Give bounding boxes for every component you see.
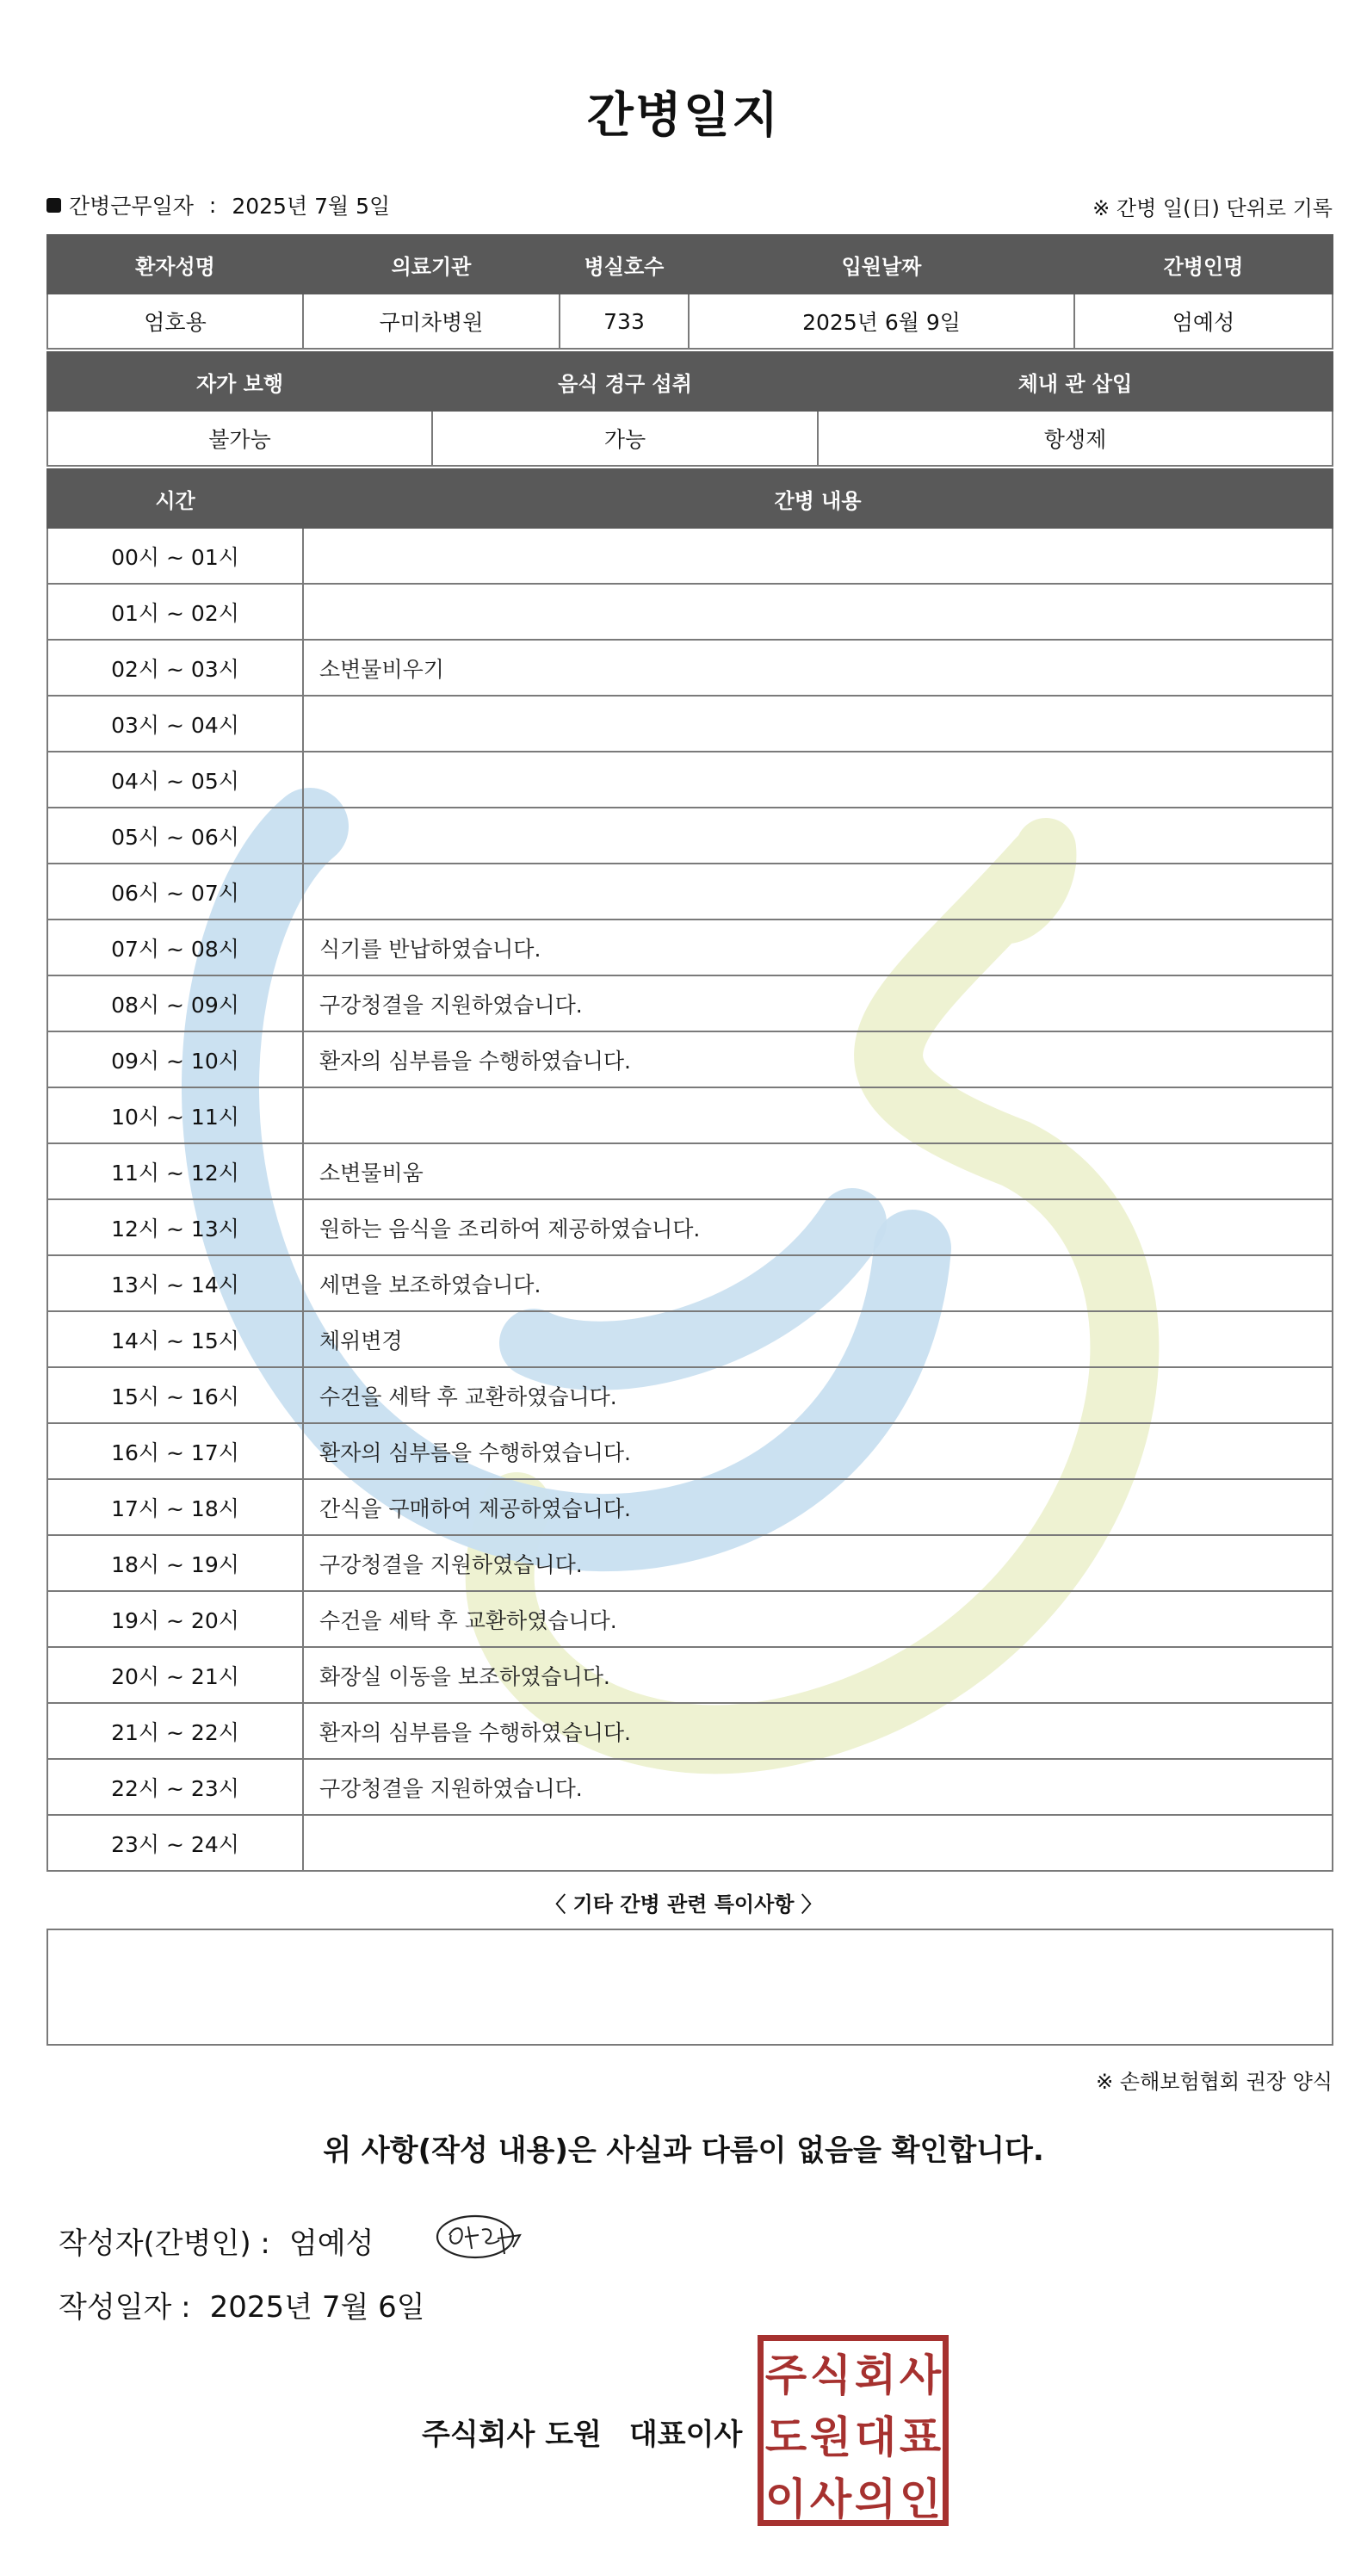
log-time-cell: 20시 ~ 21시 [47, 1647, 303, 1703]
log-content-cell: 세면을 보조하였습니다. [303, 1255, 1333, 1311]
log-row [47, 1367, 1333, 1423]
hospital-value: 구미차병원 [303, 294, 560, 349]
log-time-cell: 00시 ~ 01시 [47, 528, 303, 584]
log-row [47, 1759, 1333, 1815]
seal-character: 인 [899, 2474, 942, 2524]
log-row [47, 1479, 1333, 1535]
patient-info-table [46, 234, 1333, 350]
company-seal-stamp [758, 2335, 949, 2526]
log-row [47, 1087, 1333, 1143]
seal-character: 도 [764, 2412, 807, 2462]
log-content-cell [303, 696, 1333, 752]
write-date-row [59, 2283, 425, 2325]
log-time-cell: 08시 ~ 09시 [47, 975, 303, 1031]
log-content-cell: 구강청결을 지원하였습니다. [303, 975, 1333, 1031]
log-row [47, 1255, 1333, 1311]
work-date-value: 2025년 7월 5일 [232, 194, 391, 219]
log-time-cell: 21시 ~ 22시 [47, 1703, 303, 1759]
work-date-row [46, 189, 390, 220]
seal-character: 의 [854, 2474, 897, 2524]
log-content-cell: 소변물비우기 [303, 640, 1333, 696]
header-admission-date: 입원날짜 [689, 235, 1074, 294]
writer-row [59, 2220, 374, 2262]
seal-character: 식 [809, 2350, 852, 2400]
log-row [47, 528, 1333, 584]
writer-name: 엄예성 [288, 2226, 374, 2261]
log-row [47, 1143, 1333, 1199]
header-room-number: 병실호수 [560, 235, 689, 294]
log-content-cell: 구강청결을 지원하였습니다. [303, 1759, 1333, 1815]
log-time-cell: 18시 ~ 19시 [47, 1535, 303, 1591]
bullet-square-icon [46, 198, 61, 213]
header-care-content: 간병 내용 [303, 469, 1333, 528]
log-row [47, 1311, 1333, 1367]
caregiver-name-value: 엄예성 [1074, 294, 1333, 349]
company-name: 주식회사 도원 [422, 2418, 602, 2452]
log-row [47, 1703, 1333, 1759]
seal-character: 대 [854, 2412, 897, 2462]
status-value-row [47, 411, 1333, 466]
write-date-value: 2025년 7월 6일 [209, 2290, 425, 2325]
log-time-cell: 09시 ~ 10시 [47, 1031, 303, 1087]
log-time-cell: 06시 ~ 07시 [47, 864, 303, 920]
association-note: ※ 손해보험협회 권장 양식 [1096, 2070, 1333, 2094]
work-date-separator: : [208, 192, 217, 218]
seal-character: 사 [809, 2474, 852, 2524]
log-time-cell: 10시 ~ 11시 [47, 1087, 303, 1143]
write-date-label: 작성일자 : [59, 2290, 191, 2325]
log-content-cell: 원하는 음식을 조리하여 제공하였습니다. [303, 1199, 1333, 1255]
seal-character: 이 [764, 2474, 807, 2524]
log-content-cell [303, 1815, 1333, 1871]
special-notes-title: 〈 기타 간병 관련 특이사항 〉 [545, 1892, 822, 1917]
oral-intake-value: 가능 [432, 411, 818, 466]
log-content-cell [303, 1087, 1333, 1143]
handwritten-signature [430, 2201, 534, 2269]
seal-character: 회 [854, 2350, 897, 2400]
log-row [47, 975, 1333, 1031]
log-body [47, 528, 1333, 1871]
seal-character: 주 [764, 2350, 807, 2400]
log-row [47, 640, 1333, 696]
document-title: 간병일지 [586, 88, 781, 144]
log-content-cell: 수건을 세탁 후 교환하였습니다. [303, 1367, 1333, 1423]
log-row [47, 1815, 1333, 1871]
hourly-care-log-table [46, 468, 1333, 1872]
log-time-cell: 01시 ~ 02시 [47, 584, 303, 640]
confirmation-statement: 위 사항(작성 내용)은 사실과 다름이 없음을 확인합니다. [323, 2133, 1044, 2168]
log-header-row [47, 469, 1333, 528]
header-oral-intake: 음식 경구 섭취 [432, 352, 818, 411]
special-notes-box [46, 1929, 1333, 2046]
log-row [47, 1535, 1333, 1591]
log-row [47, 1423, 1333, 1479]
status-header-row [47, 352, 1333, 411]
log-time-cell: 05시 ~ 06시 [47, 808, 303, 864]
log-content-cell [303, 584, 1333, 640]
writer-label: 작성자(간병인) : [59, 2226, 270, 2261]
work-date-label: 간병근무일자 [69, 194, 194, 219]
header-caregiver-name: 간병인명 [1074, 235, 1333, 294]
log-time-cell: 02시 ~ 03시 [47, 640, 303, 696]
company-title: 대표이사 [628, 2418, 743, 2452]
tube-insertion-value: 항생제 [818, 411, 1333, 466]
log-content-cell [303, 528, 1333, 584]
log-content-cell: 환자의 심부름을 수행하였습니다. [303, 1703, 1333, 1759]
log-time-cell: 14시 ~ 15시 [47, 1311, 303, 1367]
log-time-cell: 17시 ~ 18시 [47, 1479, 303, 1535]
log-row [47, 920, 1333, 975]
log-content-cell: 간식을 구매하여 제공하였습니다. [303, 1479, 1333, 1535]
log-time-cell: 04시 ~ 05시 [47, 752, 303, 808]
log-row [47, 696, 1333, 752]
log-time-cell: 03시 ~ 04시 [47, 696, 303, 752]
patient-info-value-row [47, 294, 1333, 349]
header-patient-name: 환자성명 [47, 235, 303, 294]
log-content-cell: 수건을 세탁 후 교환하였습니다. [303, 1591, 1333, 1647]
log-content-cell [303, 752, 1333, 808]
log-content-cell: 소변물비움 [303, 1143, 1333, 1199]
patient-name-value: 엄호용 [47, 294, 303, 349]
log-time-cell: 15시 ~ 16시 [47, 1367, 303, 1423]
log-row [47, 1199, 1333, 1255]
seal-character: 사 [899, 2350, 942, 2400]
log-row [47, 1647, 1333, 1703]
log-content-cell: 식기를 반납하였습니다. [303, 920, 1333, 975]
patient-info-header-row [47, 235, 1333, 294]
header-tube-insertion: 체내 관 삽입 [818, 352, 1333, 411]
log-time-cell: 22시 ~ 23시 [47, 1759, 303, 1815]
log-time-cell: 12시 ~ 13시 [47, 1199, 303, 1255]
self-walking-value: 불가능 [47, 411, 432, 466]
log-time-cell: 16시 ~ 17시 [47, 1423, 303, 1479]
room-number-value: 733 [560, 294, 689, 349]
log-time-cell: 07시 ~ 08시 [47, 920, 303, 975]
unit-note: ※ 간병 일(日) 단위로 기록 [1092, 196, 1333, 220]
log-content-cell [303, 864, 1333, 920]
log-row [47, 808, 1333, 864]
log-time-cell: 13시 ~ 14시 [47, 1255, 303, 1311]
log-row [47, 752, 1333, 808]
log-row [47, 1591, 1333, 1647]
log-content-cell: 체위변경 [303, 1311, 1333, 1367]
seal-character: 원 [809, 2412, 852, 2462]
log-content-cell: 환자의 심부름을 수행하였습니다. [303, 1031, 1333, 1087]
log-row [47, 864, 1333, 920]
log-content-cell: 구강청결을 지원하였습니다. [303, 1535, 1333, 1591]
header-self-walking: 자가 보행 [47, 352, 432, 411]
log-row [47, 584, 1333, 640]
admission-date-value: 2025년 6월 9일 [689, 294, 1074, 349]
log-content-cell: 환자의 심부름을 수행하였습니다. [303, 1423, 1333, 1479]
log-time-cell: 19시 ~ 20시 [47, 1591, 303, 1647]
log-content-cell: 화장실 이동을 보조하였습니다. [303, 1647, 1333, 1703]
seal-character: 표 [899, 2412, 942, 2462]
company-signature-line [422, 2411, 742, 2453]
log-time-cell: 11시 ~ 12시 [47, 1143, 303, 1199]
log-content-cell [303, 808, 1333, 864]
header-time: 시간 [47, 469, 303, 528]
patient-status-table [46, 351, 1333, 467]
header-hospital: 의료기관 [303, 235, 560, 294]
log-time-cell: 23시 ~ 24시 [47, 1815, 303, 1871]
log-row [47, 1031, 1333, 1087]
